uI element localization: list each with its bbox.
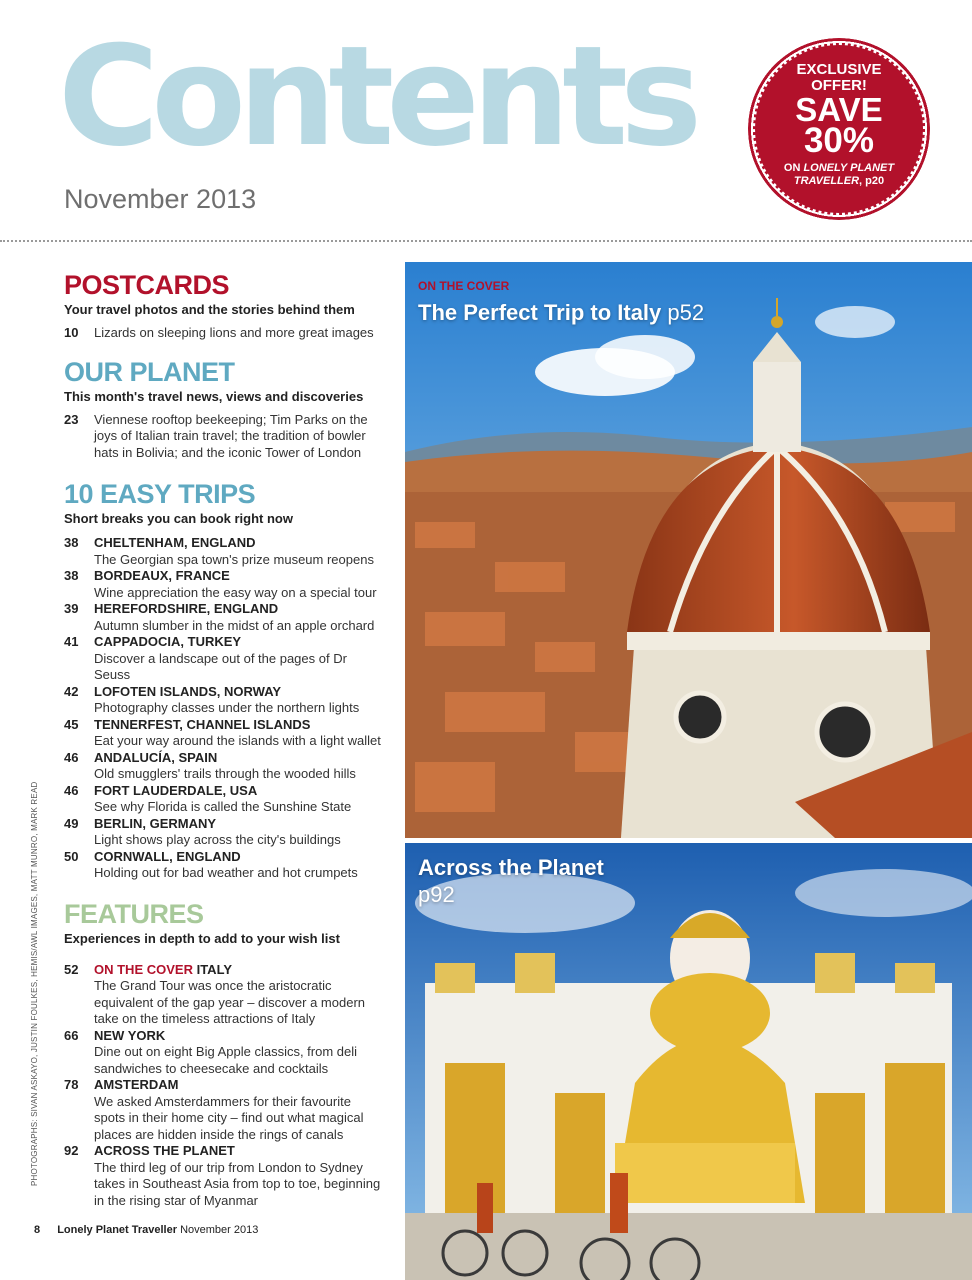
list-item[interactable] xyxy=(64,684,384,717)
badge-percent: 30% xyxy=(803,121,875,160)
duomo-image xyxy=(405,262,972,838)
page-number: 23 xyxy=(64,411,79,427)
list-item[interactable] xyxy=(64,816,384,849)
footer-issue: November 2013 xyxy=(180,1224,259,1236)
entry-text: The Georgian spa town's prize museum reopens xyxy=(94,551,374,567)
page-footer xyxy=(34,1224,258,1236)
entry-text: Eat your way around the islands with a light wallet xyxy=(94,733,381,748)
badge-detail: ON LONELY PLANET TRAVELLER, p20 xyxy=(783,162,895,187)
magazine-name: Lonely Planet Traveller xyxy=(57,1224,178,1236)
entry-text: Viennese rooftop beekeeping; Tim Parks on the joys of Italian train travel; the tradition of bowler hats in Bolivia; and the iconic Tower of London xyxy=(94,411,368,460)
page-number: 42 xyxy=(64,683,79,699)
badge-save: SAVE xyxy=(795,91,883,128)
entry-text: We asked Amsterdammers for their favourite spots in their home city – find out what magical places are hidden inside the rings of canals xyxy=(94,1093,364,1142)
offer-badge[interactable] xyxy=(748,38,930,220)
section-subtitle-our-planet: This month's travel news, views and discoveries xyxy=(64,388,364,404)
page-title: Contents xyxy=(58,16,695,177)
entry-text: The Grand Tour was once the aristocratic equivalent of the gap year – discover a modern take on the timeless attractions of Italy xyxy=(94,978,366,1026)
entry-heading: CORNWALL, ENGLAND xyxy=(94,848,241,864)
page-number: 45 xyxy=(64,716,79,732)
entry-heading: AMSTERDAM xyxy=(94,1077,179,1092)
entry-heading: ACROSS THE PLANET xyxy=(94,1143,235,1158)
across-the-planet-title[interactable]: Across the Planet p92 xyxy=(418,855,604,907)
page-number: 39 xyxy=(64,601,79,616)
photo-credit: PHOTOGRAPHS: SIVAN ASKAYO, JUSTIN FOULKES, HEMIS/AWL IMAGES, MATT MUNRO, MARK READ xyxy=(30,781,39,1186)
entry-text: See why Florida is called the Sunshine State xyxy=(94,799,352,814)
cover-story-title[interactable]: The Perfect Trip to Italy p52 xyxy=(418,300,705,325)
list-item[interactable] xyxy=(64,1143,384,1209)
page-number: 66 xyxy=(64,1027,79,1043)
section-subtitle-easy-trips: Short breaks you can book right now xyxy=(64,511,293,526)
entry-heading: ON THE COVER ITALY xyxy=(94,961,232,977)
list-item[interactable] xyxy=(64,568,384,601)
badge-offer-label: EXCLUSIVE OFFER! xyxy=(796,61,882,94)
section-title-easy-trips: 10 EASY TRIPS xyxy=(64,479,256,509)
entry-heading: HEREFORDSHIRE, ENGLAND xyxy=(94,601,279,616)
entry-text: The third leg of our trip from London to Sydney takes in Southeast Asia from top to toe, beginning in the rising star of Myanmar xyxy=(94,1159,381,1208)
entry-heading: CAPPADOCIA, TURKEY xyxy=(94,634,242,649)
page-number-footer: 8 xyxy=(34,1224,41,1236)
list-item[interactable] xyxy=(64,535,384,568)
entry-text: Old smugglers' trails through the wooded hills xyxy=(94,766,356,781)
list-item[interactable] xyxy=(64,325,384,342)
section-title-features: FEATURES xyxy=(64,898,204,929)
page-number: 10 xyxy=(64,325,79,340)
on-the-cover-label: ON THE COVER xyxy=(418,279,510,293)
entry-text: Light shows play across the city's buildings xyxy=(94,832,341,847)
section-subtitle-postcards: Your travel photos and the stories behind them xyxy=(64,302,355,317)
page-number: 92 xyxy=(64,1143,79,1158)
page-number: 78 xyxy=(64,1077,79,1092)
on-the-cover-tag: ON THE COVER xyxy=(94,961,193,977)
page-number: 49 xyxy=(64,815,79,831)
entry-text: Discover a landscape out of the pages of Dr Seuss xyxy=(94,650,347,682)
list-item[interactable] xyxy=(64,634,384,684)
section-subtitle-features: Experiences in depth to add to your wish list xyxy=(64,930,340,946)
list-item[interactable] xyxy=(64,1077,384,1143)
entry-heading: NEW YORK xyxy=(94,1027,166,1043)
page-number: 38 xyxy=(64,568,79,583)
page-number: 46 xyxy=(64,782,79,798)
entry-heading: BORDEAUX, FRANCE xyxy=(94,568,230,583)
entry-text: Autumn slumber in the midst of an apple orchard xyxy=(94,617,375,633)
entry-text: Photography classes under the northern lights xyxy=(94,700,360,715)
section-title-our-planet: OUR PLANET xyxy=(64,356,235,387)
list-item[interactable] xyxy=(64,849,384,882)
section-title-postcards: POSTCARDS xyxy=(64,270,230,300)
entry-text: Holding out for bad weather and hot crumpets xyxy=(94,865,358,880)
cover-photo-florence[interactable] xyxy=(405,262,972,838)
page-number: 52 xyxy=(64,961,79,977)
entry-text: Wine appreciation the easy way on a special tour xyxy=(94,584,377,600)
entry-heading: CHELTENHAM, ENGLAND xyxy=(94,535,256,550)
list-item[interactable] xyxy=(64,412,384,462)
entry-heading: TENNERFEST, CHANNEL ISLANDS xyxy=(94,716,311,732)
contents-list xyxy=(64,270,384,1209)
list-item[interactable] xyxy=(64,1028,384,1078)
list-item[interactable] xyxy=(64,783,384,816)
buddha-image xyxy=(405,843,972,1280)
page-number: 38 xyxy=(64,535,79,550)
entry-text: Lizards on sleeping lions and more great images xyxy=(94,325,374,340)
list-item[interactable] xyxy=(64,601,384,634)
entry-heading: FORT LAUDERDALE, USA xyxy=(94,782,258,798)
entry-text: Dine out on eight Big Apple classics, from deli sandwiches to cheesecake and cocktails xyxy=(94,1044,358,1076)
issue-date: November 2013 xyxy=(64,184,257,214)
header-divider xyxy=(0,240,972,242)
list-item[interactable] xyxy=(64,750,384,783)
page-number: 41 xyxy=(64,634,79,649)
list-item[interactable] xyxy=(64,717,384,750)
entry-heading: ANDALUCÍA, SPAIN xyxy=(94,749,218,765)
list-item[interactable] xyxy=(64,962,384,1028)
entry-heading: BERLIN, GERMANY xyxy=(94,815,217,831)
page-number: 46 xyxy=(64,749,79,765)
entry-heading: LOFOTEN ISLANDS, NORWAY xyxy=(94,683,282,699)
page-number: 50 xyxy=(64,848,79,864)
photo-across-the-planet[interactable] xyxy=(405,843,972,1280)
